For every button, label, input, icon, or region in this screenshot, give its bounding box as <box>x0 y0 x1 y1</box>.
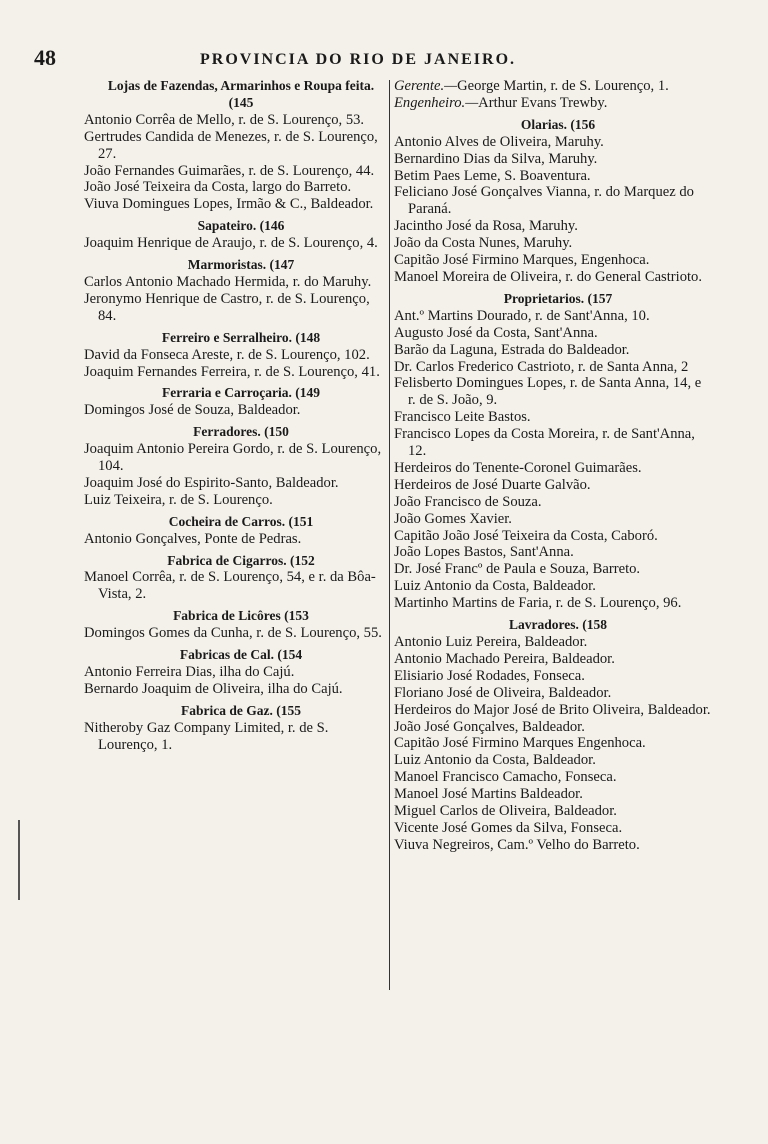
directory-entry: Luiz Antonio da Costa, Baldeador. <box>394 578 596 595</box>
directory-entry: João da Costa Nunes, Maruhy. <box>394 235 573 252</box>
entry-role-label: Gerente.— <box>394 78 458 94</box>
directory-entry: Jeronymo Henrique de Castro, r. de S. Lourenço, 84. <box>84 290 370 324</box>
directory-entry: Betim Paes Leme, S. Boaventura. <box>394 167 591 184</box>
directory-entry: João José Gonçalves, Baldeador. <box>394 718 585 735</box>
directory-entry: Francisco Lopes da Costa Moreira, r. de Sant'Anna, 12. <box>394 426 695 460</box>
directory-entry: Carlos Antonio Machado Hermida, r. do Maruhy. <box>84 273 372 290</box>
section-heading: Fabrica de Cigarros. (152 <box>167 552 315 568</box>
directory-entry: Capitão José Firmino Marques, Engenhoca. <box>394 252 650 269</box>
directory-entry: João Gomes Xavier. <box>394 510 512 527</box>
directory-entry: Antonio Machado Pereira, Baldeador. <box>394 650 615 667</box>
directory-entry: David da Fonseca Areste, r. de S. Lourenço, 102. <box>84 346 370 363</box>
directory-entry: Miguel Carlos de Oliveira, Baldeador. <box>394 803 617 820</box>
directory-entry: Herdeiros de José Duarte Galvão. <box>394 476 591 493</box>
directory-entry: Herdeiros do Major José de Brito Oliveira, Baldeador. <box>394 701 711 718</box>
directory-entry: Herdeiros do Tenente-Coronel Guimarães. <box>394 459 642 476</box>
directory-entry: Antonio Gonçalves, Ponte de Pedras. <box>84 530 302 547</box>
entry-text: George Martin, r. de S. Lourenço, 1. <box>457 78 669 94</box>
directory-entry: Manoel Corrêa, r. de S. Lourenço, 54, e r. da Bôa-Vista, 2. <box>84 569 376 603</box>
directory-entry: João José Teixeira da Costa, largo do Barreto. <box>84 179 352 196</box>
directory-entry: Francisco Leite Bastos. <box>394 409 531 426</box>
directory-entry: Capitão João José Teixeira da Costa, Caboró. <box>394 527 658 544</box>
section-heading: Ferreiro e Serralheiro. (148 <box>161 329 321 345</box>
section-heading: Cocheira de Carros. (151 <box>168 513 314 529</box>
directory-entry: Elisiario José Rodades, Fonseca. <box>394 667 585 684</box>
directory-entry: Viuva Negreiros, Cam.º Velho do Barreto. <box>394 836 640 853</box>
directory-entry: Felisberto Domingues Lopes, r. de Santa Anna, 14, e r. de S. João, 9. <box>394 375 702 409</box>
directory-entry: João Lopes Bastos, Sant'Anna. <box>394 544 574 561</box>
running-title: PROVINCIA DO RIO DE JANEIRO. <box>200 51 517 68</box>
directory-entry: Joaquim Henrique de Araujo, r. de S. Lourenço, 4. <box>84 235 378 252</box>
directory-entry: Manoel José Martins Baldeador. <box>394 786 583 803</box>
directory-entry: Antonio Alves de Oliveira, Maruhy. <box>394 133 604 150</box>
directory-entry: Antonio Corrêa de Mello, r. de S. Lourenço, 53. <box>84 111 365 128</box>
directory-entry: Luiz Teixeira, r. de S. Lourenço. <box>84 491 273 508</box>
directory-entry <box>394 95 712 112</box>
section-heading: Sapateiro. (146 <box>197 218 285 234</box>
column-divider <box>389 80 390 990</box>
directory-entry: Antonio Luiz Pereira, Baldeador. <box>394 634 588 650</box>
directory-entry: Dr. José Francº de Paula e Souza, Barreto. <box>394 561 641 578</box>
directory-entry: Augusto José da Costa, Sant'Anna. <box>394 324 598 341</box>
section-heading: Lavradores. (158 <box>509 617 607 633</box>
entry-text: Arthur Evans Trewby. <box>478 94 608 111</box>
directory-entry: Ant.º Martins Dourado, r. de Sant'Anna, 10. <box>394 307 650 324</box>
entry-role-label: Engenheiro.— <box>394 94 479 111</box>
directory-entry: Viuva Domingues Lopes, Irmão & C., Baldeador. <box>84 196 374 213</box>
section-heading: Ferraria e Carroçaria. (149 <box>162 385 320 401</box>
directory-entry: Capitão José Firmino Marques Engenhoca. <box>394 735 646 752</box>
directory-entry: Manoel Moreira de Oliveira, r. do General Castrioto. <box>394 268 702 285</box>
directory-entry: João Fernandes Guimarães, r. de S. Lourenço, 44. <box>84 162 375 179</box>
page-edge-mark <box>18 820 20 900</box>
section-heading: Marmoristas. (147 <box>187 257 295 273</box>
directory-entry: Domingos Gomes da Cunha, r. de S. Lourenço, 55. <box>84 625 382 642</box>
section-heading: Ferradores. (150 <box>193 424 289 440</box>
directory-entry: Joaquim José do Espirito-Santo, Baldeador. <box>84 474 339 491</box>
left-column <box>84 78 388 754</box>
section-heading: Lojas de Fazendas, Armarinhos e Roupa feita. (145 <box>107 78 375 110</box>
directory-entry: Gertrudes Candida de Menezes, r. de S. Lourenço, 27. <box>84 128 378 162</box>
right-column <box>394 78 712 854</box>
directory-entry: Domingos José de Souza, Baldeador. <box>84 402 301 419</box>
directory-entry: Joaquim Antonio Pereira Gordo, r. de S. Lourenço, 104. <box>84 441 382 475</box>
directory-entry <box>394 78 712 95</box>
directory-entry: Barão da Laguna, Estrada do Baldeador. <box>394 341 630 358</box>
directory-entry: Vicente José Gomes da Silva, Fonseca. <box>394 819 623 836</box>
directory-entry: Feliciano José Gonçalves Vianna, r. do Marquez do Paraná. <box>394 184 694 218</box>
directory-entry: João Francisco de Souza. <box>394 493 542 510</box>
directory-entry: Jacintho José da Rosa, Maruhy. <box>394 218 578 235</box>
directory-entry: Martinho Martins de Faria, r. de S. Lourenço, 96. <box>394 595 682 612</box>
section-heading: Fabricas de Cal. (154 <box>179 647 303 663</box>
directory-entry: Antonio Ferreira Dias, ilha do Cajú. <box>84 664 295 680</box>
directory-entry: Bernardo Joaquim de Oliveira, ilha do Cajú. <box>84 680 343 697</box>
directory-entry: Dr. Carlos Frederico Castrioto, r. de Santa Anna, 2 <box>394 358 689 375</box>
page-number: 48 <box>34 45 56 70</box>
directory-entry: Manoel Francisco Camacho, Fonseca. <box>394 769 617 786</box>
directory-entry: Floriano José de Oliveira, Baldeador. <box>394 684 612 701</box>
section-heading: Olarias. (156 <box>520 116 596 132</box>
section-heading: Fabrica de Gaz. (155 <box>181 702 301 718</box>
directory-entry: Nitheroby Gaz Company Limited, r. de S. Lourenço, 1. <box>84 719 329 753</box>
directory-entry: Luiz Antonio da Costa, Baldeador. <box>394 752 596 769</box>
directory-entry: Bernardino Dias da Silva, Maruhy. <box>394 150 598 167</box>
section-heading: Fabrica de Licôres (153 <box>173 608 309 624</box>
directory-entry: Joaquim Fernandes Ferreira, r. de S. Lourenço, 41. <box>84 363 380 380</box>
section-heading: Proprietarios. (157 <box>503 290 613 306</box>
